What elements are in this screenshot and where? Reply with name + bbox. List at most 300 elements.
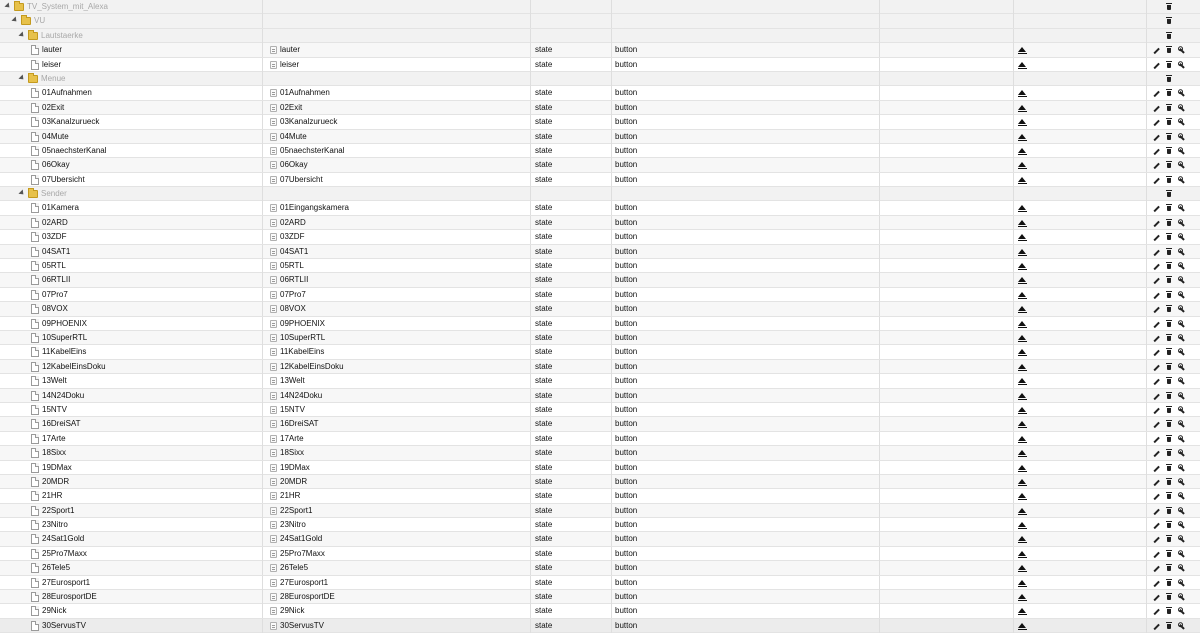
eject-button-icon[interactable] [1018,608,1027,615]
id-cell [0,158,263,172]
id-cell [0,576,263,590]
trash-icon[interactable] [1165,144,1173,158]
value-cell [1014,201,1147,215]
trash-icon[interactable] [1165,101,1173,115]
wrench-icon[interactable] [1178,345,1186,359]
wrench-icon[interactable] [1178,518,1186,532]
role-cell [612,86,880,100]
tree-state-row[interactable] [0,360,1200,374]
tree-folder-row[interactable] [0,0,1200,14]
role-cell [612,374,880,388]
pencil-icon[interactable] [1152,288,1160,302]
id-cell [0,331,263,345]
tree-state-row[interactable] [0,101,1200,115]
pencil-icon[interactable] [1152,547,1160,561]
tree-state-row[interactable] [0,389,1200,403]
tree-state-row[interactable] [0,432,1200,446]
eject-button-icon[interactable] [1018,536,1027,543]
trash-icon[interactable] [1165,417,1173,431]
pencil-icon[interactable] [1152,475,1160,489]
actions-cell [1147,590,1200,604]
pencil-icon[interactable] [1152,201,1160,215]
state-role-label: button [615,347,638,357]
pencil-icon[interactable] [1152,389,1160,403]
id-cell [0,288,263,302]
eject-button-icon[interactable] [1018,436,1027,443]
trash-icon[interactable] [1165,345,1173,359]
tree-state-row[interactable] [0,561,1200,575]
trash-icon[interactable] [1165,259,1173,273]
tree-state-row[interactable] [0,288,1200,302]
pencil-icon[interactable] [1152,273,1160,287]
trash-icon[interactable] [1165,432,1173,446]
wrench-icon[interactable] [1178,58,1186,72]
eject-button-icon[interactable] [1018,623,1027,630]
id-cell [0,360,263,374]
eject-button-icon[interactable] [1018,565,1027,572]
id-cell [0,0,263,14]
trash-icon[interactable] [1165,72,1173,86]
eject-button-icon[interactable] [1018,493,1027,500]
tree-state-row[interactable] [0,417,1200,431]
pencil-icon[interactable] [1152,245,1160,259]
type-cell [531,345,612,359]
tree-state-row[interactable] [0,273,1200,287]
state-name-label: 07Ubersicht [280,174,323,184]
eject-button-icon[interactable] [1018,263,1027,270]
tree-state-row[interactable] [0,489,1200,503]
value-cell [1014,245,1147,259]
list-icon [270,233,277,241]
wrench-icon[interactable] [1178,619,1186,633]
state-type-label: state [535,577,553,587]
trash-icon[interactable] [1165,173,1173,187]
name-cell [263,518,531,532]
trash-icon[interactable] [1165,461,1173,475]
pencil-icon[interactable] [1152,101,1160,115]
eject-button-icon[interactable] [1018,162,1027,169]
tree-folder-row[interactable] [0,29,1200,43]
eject-button-icon[interactable] [1018,349,1027,356]
name-cell [263,187,531,201]
pencil-icon[interactable] [1152,518,1160,532]
tree-state-row[interactable] [0,345,1200,359]
eject-button-icon[interactable] [1018,580,1027,587]
type-cell [531,173,612,187]
tree-state-row[interactable] [0,245,1200,259]
state-type-label: state [535,419,553,429]
value-cell [1014,475,1147,489]
state-role-label: button [615,505,638,515]
tree-folder-row[interactable] [0,14,1200,28]
trash-icon[interactable] [1165,0,1173,14]
trash-icon[interactable] [1165,604,1173,618]
tree-state-row[interactable] [0,43,1200,57]
tree-state-row[interactable] [0,317,1200,331]
eject-button-icon[interactable] [1018,407,1027,414]
pencil-icon[interactable] [1152,158,1160,172]
state-type-label: state [535,534,553,544]
wrench-icon[interactable] [1178,561,1186,575]
pencil-icon[interactable] [1152,259,1160,273]
role-cell [612,619,880,633]
state-type-label: state [535,88,553,98]
file-icon [31,333,39,343]
eject-button-icon[interactable] [1018,421,1027,428]
state-role-label: button [615,246,638,256]
wrench-icon[interactable] [1178,130,1186,144]
wrench-icon[interactable] [1178,317,1186,331]
wrench-icon[interactable] [1178,173,1186,187]
name-cell [263,489,531,503]
wrench-icon[interactable] [1178,461,1186,475]
trash-icon[interactable] [1165,86,1173,100]
tree-folder-row[interactable] [0,187,1200,201]
trash-icon[interactable] [1165,245,1173,259]
name-cell [263,504,531,518]
wrench-icon[interactable] [1178,389,1186,403]
eject-button-icon[interactable] [1018,90,1027,97]
state-name-label: 04SAT1 [280,246,309,256]
state-role-label: button [615,390,638,400]
tree-state-row[interactable] [0,115,1200,129]
pencil-icon[interactable] [1152,489,1160,503]
eject-button-icon[interactable] [1018,205,1027,212]
pencil-icon[interactable] [1152,43,1160,57]
tree-state-row[interactable] [0,374,1200,388]
wrench-icon[interactable] [1178,331,1186,345]
wrench-icon[interactable] [1178,489,1186,503]
eject-button-icon[interactable] [1018,148,1027,155]
wrench-icon[interactable] [1178,158,1186,172]
role-cell [612,259,880,273]
wrench-icon[interactable] [1178,417,1186,431]
type-cell [531,58,612,72]
pencil-icon[interactable] [1152,345,1160,359]
trash-icon[interactable] [1165,547,1173,561]
eject-button-icon[interactable] [1018,306,1027,313]
expand-toggle-icon[interactable] [18,190,25,197]
tree-state-row[interactable] [0,504,1200,518]
trash-icon[interactable] [1165,389,1173,403]
trash-icon[interactable] [1165,58,1173,72]
tree-state-row[interactable] [0,144,1200,158]
state-name-label: 07Pro7 [280,289,306,299]
eject-button-icon[interactable] [1018,450,1027,457]
tree-state-row[interactable] [0,547,1200,561]
tree-state-row[interactable] [0,403,1200,417]
state-id-label: 02Exit [42,102,65,112]
id-cell [0,446,263,460]
wrench-icon[interactable] [1178,86,1186,100]
trash-icon[interactable] [1165,475,1173,489]
id-cell [0,230,263,244]
list-icon [270,392,277,400]
trash-icon[interactable] [1165,532,1173,546]
value-cell [1014,403,1147,417]
list-icon [270,435,277,443]
pencil-icon[interactable] [1152,532,1160,546]
state-name-label: 22Sport1 [280,505,313,515]
state-id-label: 19DMax [42,462,72,472]
trash-icon[interactable] [1165,489,1173,503]
type-cell [531,403,612,417]
pencil-icon[interactable] [1152,360,1160,374]
pencil-icon[interactable] [1152,590,1160,604]
pencil-icon[interactable] [1152,58,1160,72]
state-type-label: state [535,563,553,573]
pencil-icon[interactable] [1152,317,1160,331]
state-role-label: button [615,131,638,141]
role-cell [612,58,880,72]
state-role-label: button [615,117,638,127]
id-cell [0,130,263,144]
trash-icon[interactable] [1165,187,1173,201]
type-cell [531,201,612,215]
id-cell [0,216,263,230]
tree-state-row[interactable] [0,158,1200,172]
actions-cell [1147,173,1200,187]
eject-button-icon[interactable] [1018,321,1027,328]
state-role-label: button [615,419,638,429]
eject-button-icon[interactable] [1018,364,1027,371]
type-cell [531,29,612,43]
folder-label: Sender [41,189,67,199]
pencil-icon[interactable] [1152,374,1160,388]
state-id-label: 15NTV [42,404,67,414]
eject-button-icon[interactable] [1018,134,1027,141]
trash-icon[interactable] [1165,576,1173,590]
state-type-label: state [535,620,553,630]
pencil-icon[interactable] [1152,302,1160,316]
name-cell [263,446,531,460]
eject-button-icon[interactable] [1018,393,1027,400]
pencil-icon[interactable] [1152,144,1160,158]
wrench-icon[interactable] [1178,360,1186,374]
wrench-icon[interactable] [1178,403,1186,417]
pencil-icon[interactable] [1152,331,1160,345]
wrench-icon[interactable] [1178,101,1186,115]
wrench-icon[interactable] [1178,216,1186,230]
wrench-icon[interactable] [1178,532,1186,546]
file-icon [31,319,39,329]
trash-icon[interactable] [1165,158,1173,172]
trash-icon[interactable] [1165,14,1173,28]
pencil-icon[interactable] [1152,561,1160,575]
pencil-icon[interactable] [1152,216,1160,230]
tree-state-row[interactable] [0,331,1200,345]
state-type-label: state [535,246,553,256]
tree-state-row[interactable] [0,201,1200,215]
value-cell [1014,86,1147,100]
pencil-icon[interactable] [1152,619,1160,633]
actions-cell [1147,360,1200,374]
wrench-icon[interactable] [1178,432,1186,446]
tree-state-row[interactable] [0,216,1200,230]
wrench-icon[interactable] [1178,446,1186,460]
eject-button-icon[interactable] [1018,249,1027,256]
wrench-icon[interactable] [1178,374,1186,388]
pencil-icon[interactable] [1152,86,1160,100]
file-icon [31,419,39,429]
eject-button-icon[interactable] [1018,465,1027,472]
trash-icon[interactable] [1165,43,1173,57]
trash-icon[interactable] [1165,130,1173,144]
expand-toggle-icon[interactable] [11,17,18,24]
tree-state-row[interactable] [0,619,1200,633]
pencil-icon[interactable] [1152,432,1160,446]
state-name-label: 01Aufnahmen [280,88,330,98]
role-cell [612,604,880,618]
pencil-icon[interactable] [1152,403,1160,417]
wrench-icon[interactable] [1178,302,1186,316]
trash-icon[interactable] [1165,201,1173,215]
trash-icon[interactable] [1165,288,1173,302]
tree-state-row[interactable] [0,230,1200,244]
trash-icon[interactable] [1165,115,1173,129]
wrench-icon[interactable] [1178,201,1186,215]
trash-icon[interactable] [1165,561,1173,575]
eject-button-icon[interactable] [1018,177,1027,184]
eject-button-icon[interactable] [1018,234,1027,241]
expand-toggle-icon[interactable] [4,2,11,9]
role-cell [612,504,880,518]
trash-icon[interactable] [1165,331,1173,345]
room-cell [880,43,1014,57]
trash-icon[interactable] [1165,273,1173,287]
eject-button-icon[interactable] [1018,220,1027,227]
name-cell [263,14,531,28]
wrench-icon[interactable] [1178,230,1186,244]
tree-state-row[interactable] [0,590,1200,604]
tree-state-row[interactable] [0,604,1200,618]
state-role-label: button [615,376,638,386]
role-cell [612,389,880,403]
value-cell [1014,14,1147,28]
pencil-icon[interactable] [1152,130,1160,144]
pencil-icon[interactable] [1152,115,1160,129]
pencil-icon[interactable] [1152,604,1160,618]
id-cell [0,417,263,431]
type-cell [531,72,612,86]
eject-button-icon[interactable] [1018,292,1027,299]
trash-icon[interactable] [1165,619,1173,633]
trash-icon[interactable] [1165,590,1173,604]
eject-button-icon[interactable] [1018,508,1027,515]
tree-state-row[interactable] [0,446,1200,460]
wrench-icon[interactable] [1178,475,1186,489]
trash-icon[interactable] [1165,374,1173,388]
trash-icon[interactable] [1165,317,1173,331]
state-name-label: 12KabelEinsDoku [280,361,344,371]
eject-button-icon[interactable] [1018,105,1027,112]
wrench-icon[interactable] [1178,604,1186,618]
wrench-icon[interactable] [1178,115,1186,129]
wrench-icon[interactable] [1178,259,1186,273]
state-role-label: button [615,174,638,184]
state-type-label: state [535,592,553,602]
eject-button-icon[interactable] [1018,479,1027,486]
state-type-label: state [535,145,553,155]
state-id-label: 27Eurosport1 [42,577,91,587]
eject-button-icon[interactable] [1018,551,1027,558]
state-type-label: state [535,491,553,501]
expand-toggle-icon[interactable] [18,31,25,38]
eject-button-icon[interactable] [1018,594,1027,601]
eject-button-icon[interactable] [1018,62,1027,69]
value-cell [1014,173,1147,187]
state-role-label: button [615,462,638,472]
wrench-icon[interactable] [1178,273,1186,287]
trash-icon[interactable] [1165,216,1173,230]
tree-state-row[interactable] [0,532,1200,546]
trash-icon[interactable] [1165,504,1173,518]
eject-button-icon[interactable] [1018,378,1027,385]
tree-state-row[interactable] [0,58,1200,72]
expand-toggle-icon[interactable] [18,74,25,81]
eject-button-icon[interactable] [1018,277,1027,284]
pencil-icon[interactable] [1152,230,1160,244]
tree-state-row[interactable] [0,576,1200,590]
eject-button-icon[interactable] [1018,335,1027,342]
eject-button-icon[interactable] [1018,522,1027,529]
id-cell [0,144,263,158]
pencil-icon[interactable] [1152,576,1160,590]
wrench-icon[interactable] [1178,144,1186,158]
pencil-icon[interactable] [1152,417,1160,431]
tree-state-row[interactable] [0,173,1200,187]
state-role-label: button [615,88,638,98]
wrench-icon[interactable] [1178,245,1186,259]
type-cell [531,158,612,172]
trash-icon[interactable] [1165,518,1173,532]
wrench-icon[interactable] [1178,43,1186,57]
wrench-icon[interactable] [1178,288,1186,302]
trash-icon[interactable] [1165,29,1173,43]
file-icon [31,491,39,501]
pencil-icon[interactable] [1152,446,1160,460]
eject-button-icon[interactable] [1018,119,1027,126]
tree-state-row[interactable] [0,86,1200,100]
eject-button-icon[interactable] [1018,47,1027,54]
pencil-icon[interactable] [1152,504,1160,518]
trash-icon[interactable] [1165,360,1173,374]
room-cell [880,72,1014,86]
tree-state-row[interactable] [0,518,1200,532]
wrench-icon[interactable] [1178,590,1186,604]
tree-folder-row[interactable] [0,72,1200,86]
state-role-label: button [615,404,638,414]
trash-icon[interactable] [1165,446,1173,460]
trash-icon[interactable] [1165,302,1173,316]
tree-state-row[interactable] [0,259,1200,273]
trash-icon[interactable] [1165,403,1173,417]
wrench-icon[interactable] [1178,576,1186,590]
actions-cell [1147,389,1200,403]
pencil-icon[interactable] [1152,461,1160,475]
tree-state-row[interactable] [0,475,1200,489]
value-cell [1014,115,1147,129]
tree-state-row[interactable] [0,302,1200,316]
file-icon [31,275,39,285]
trash-icon[interactable] [1165,230,1173,244]
wrench-icon[interactable] [1178,547,1186,561]
room-cell [880,302,1014,316]
wrench-icon[interactable] [1178,504,1186,518]
tree-state-row[interactable] [0,130,1200,144]
tree-state-row[interactable] [0,461,1200,475]
pencil-icon[interactable] [1152,173,1160,187]
